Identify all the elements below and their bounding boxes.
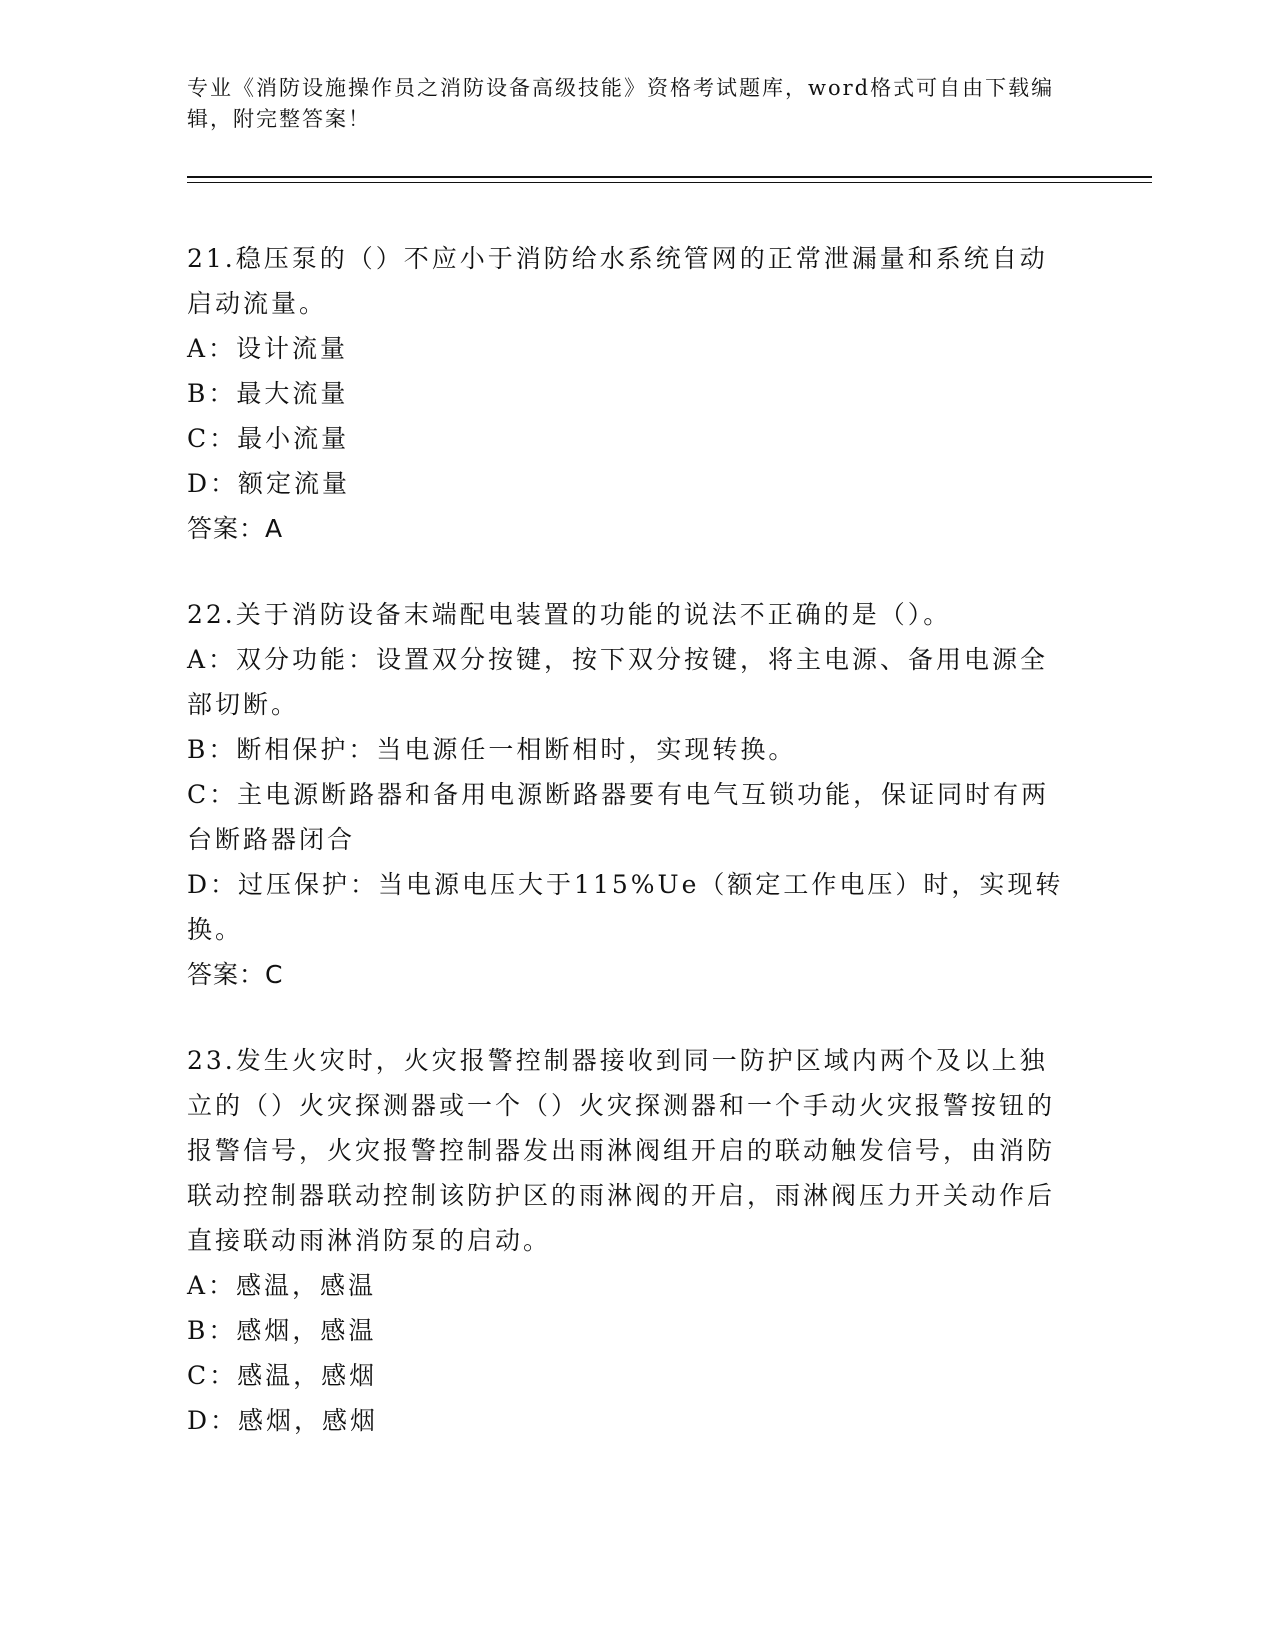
option-c: C：主电源断路器和备用电源断路器要有电气互锁功能，保证同时有两台断路器闭合 xyxy=(187,780,1050,854)
question-21 xyxy=(187,236,1152,551)
option-d: D：额定流量 xyxy=(187,469,351,498)
option-d: D：过压保护：当电源电压大于115%Ue（额定工作电压）时，实现转换。 xyxy=(187,870,1064,944)
option-c: C：最小流量 xyxy=(187,424,350,453)
question-stem: 23.发生火灾时，火灾报警控制器接收到同一防护区域内两个及以上独立的（）火灾探测器或一个（）火灾探测器和一个手动火灾报警按钮的报警信号，火灾报警控制器发出雨淋阀组开启的联动触发信号，由消防联动控制器联动控制该防护区的雨淋阀的开启，雨淋阀压力开关动作后直接联动雨淋消防泵的启动。 xyxy=(187,1046,1056,1255)
option-a: A：设计流量 xyxy=(187,334,349,363)
answer-line: 答案：C xyxy=(187,960,284,989)
question-stem: 21.稳压泵的（）不应小于消防给水系统管网的正常泄漏量和系统自动启动流量。 xyxy=(187,244,1048,318)
answer-line: 答案：A xyxy=(187,514,284,543)
option-a: A：双分功能：设置双分按键，按下双分按键，将主电源、备用电源全部切断。 xyxy=(187,645,1049,719)
question-23 xyxy=(187,1038,1152,1443)
document-intro: 专业《消防设施操作员之消防设备高级技能》资格考试题库，word格式可自由下载编辑，附完整答案！ xyxy=(187,76,1055,131)
option-c: C：感温，感烟 xyxy=(187,1361,378,1390)
option-d: D：感烟，感烟 xyxy=(187,1406,379,1435)
question-22 xyxy=(187,592,1152,997)
option-b: B：断相保护：当电源任一相断相时，实现转换。 xyxy=(187,735,797,764)
header-divider xyxy=(187,176,1152,183)
question-stem: 22.关于消防设备末端配电装置的功能的说法不正确的是（）。 xyxy=(187,600,952,629)
option-b: B：最大流量 xyxy=(187,379,349,408)
document-page xyxy=(187,0,1152,1443)
option-a: A：感温，感温 xyxy=(187,1271,377,1300)
option-b: B：感烟，感温 xyxy=(187,1316,377,1345)
